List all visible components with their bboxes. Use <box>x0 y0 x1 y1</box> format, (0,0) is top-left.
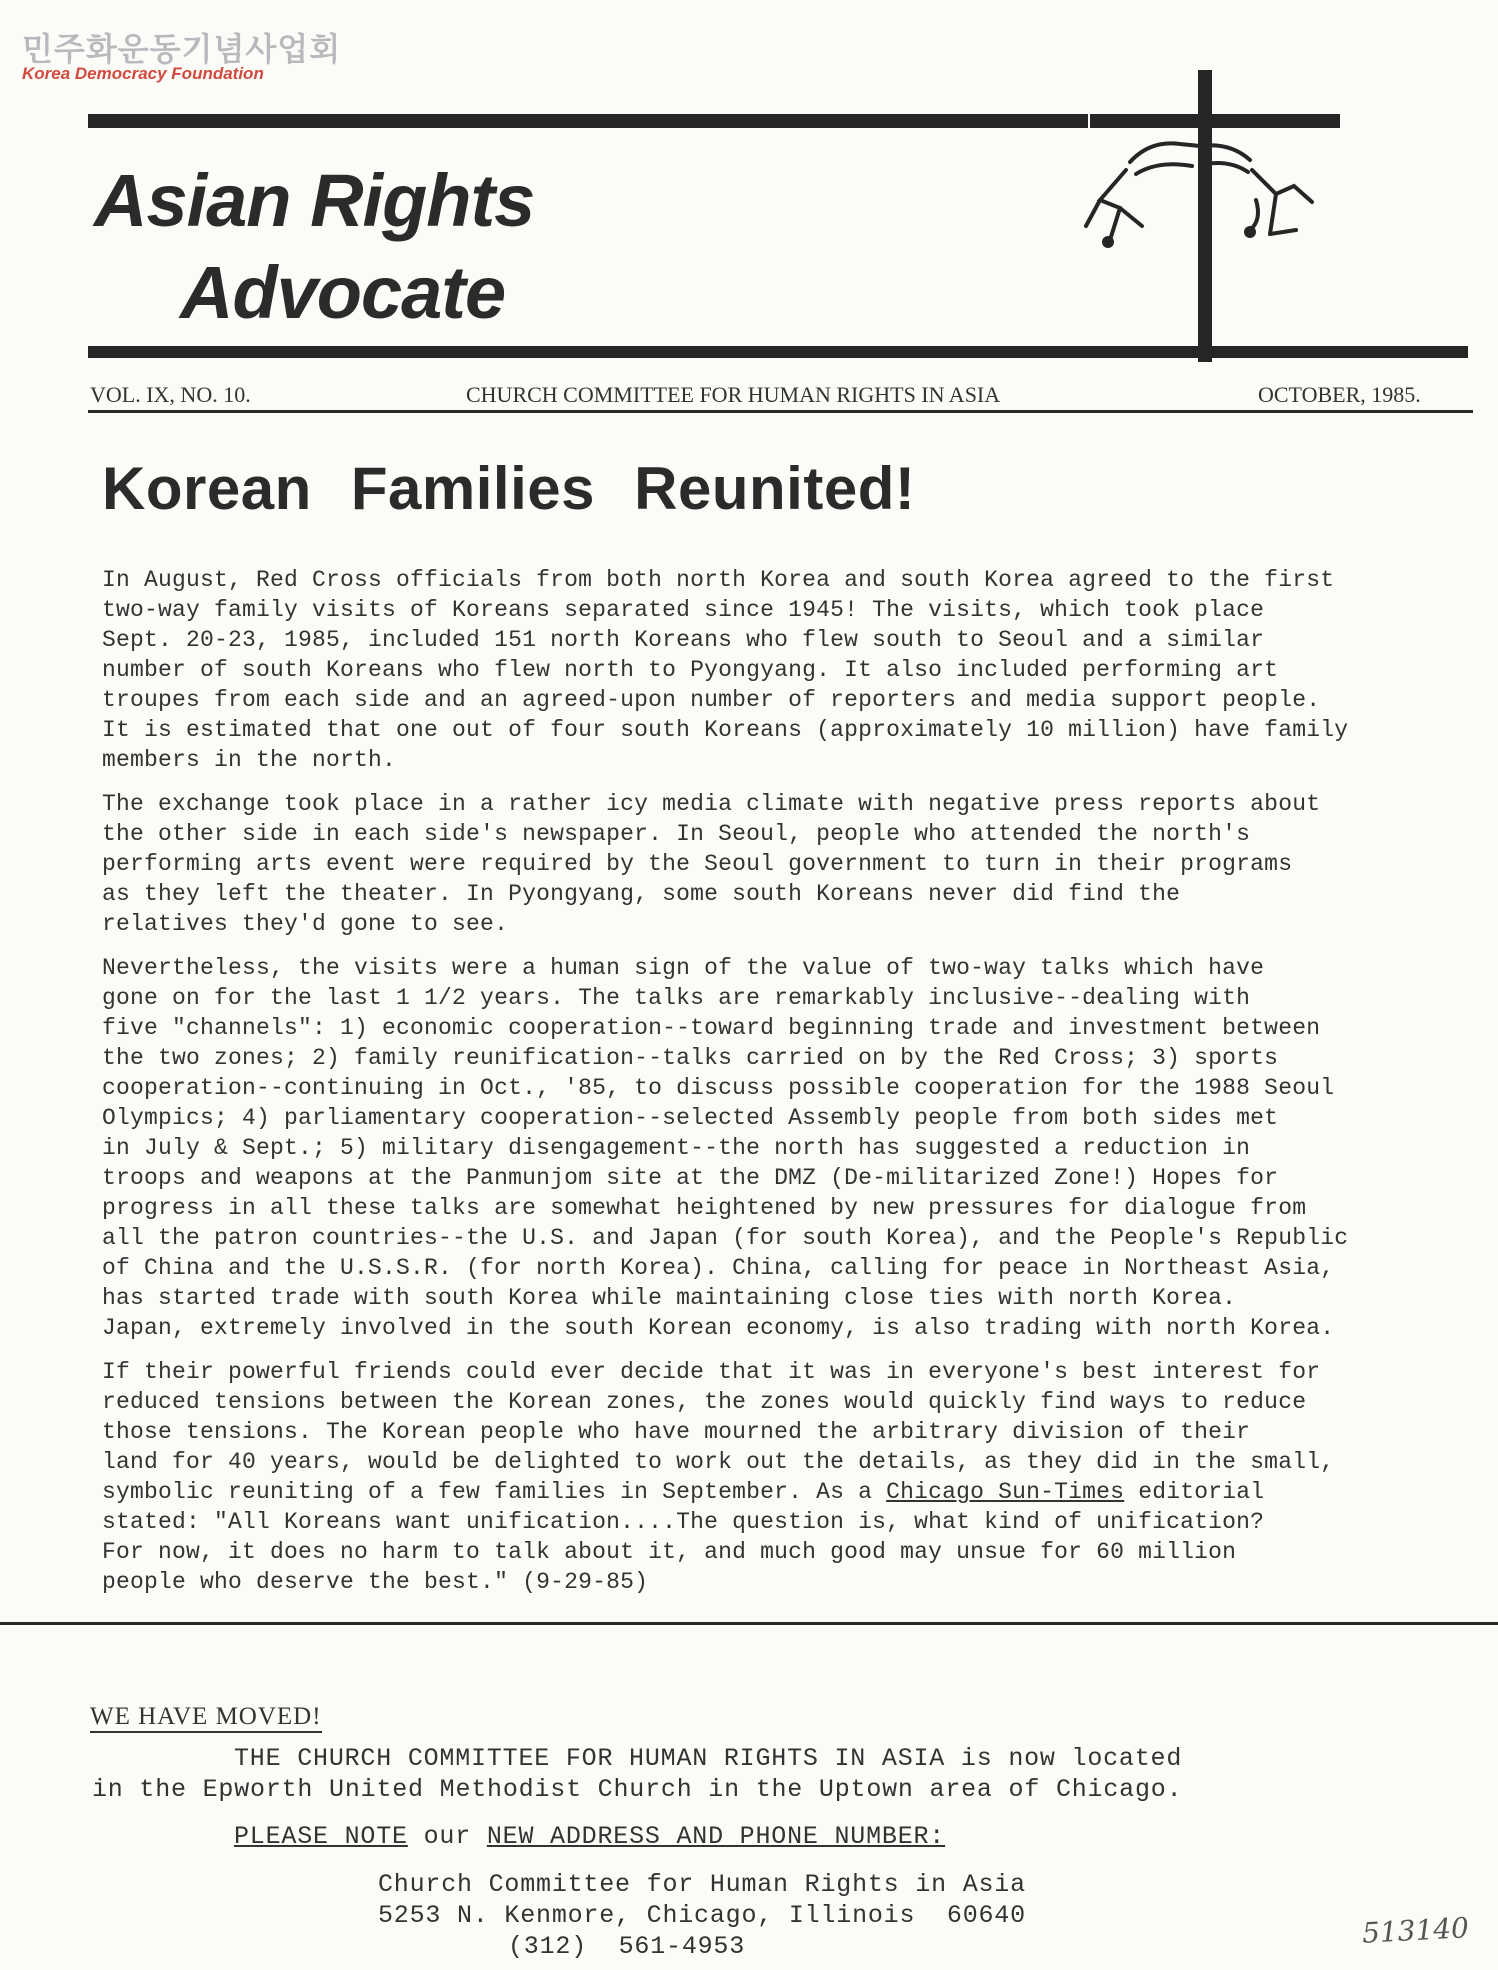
newsletter-title-line2: Advocate <box>180 251 506 334</box>
moved-line-1: THE CHURCH COMMITTEE FOR HUMAN RIGHTS IN ASIA is now located <box>234 1744 1183 1773</box>
foundation-watermark-korean: 민주화운동기념사업회 <box>22 30 342 68</box>
masthead-top-bar-right <box>1090 114 1340 128</box>
please-note-line <box>234 1822 945 1851</box>
article-paragraph: In August, Red Cross officials from both north Korea and south Korea agreed to the first two-way family visits of Koreans separated since 1945! The visits, which took place Sept. 20-23, 1985, included 151 north Koreans who flew south to Seoul and a similar number of south Koreans who flew north to Pyongyang. It also included performing art troupes from each side and an agreed-upon number of reporters and media support people. It is estimated that one out of four south Koreans (approximately 10 million) have family members in the north. <box>102 567 1349 773</box>
organization-name: CHURCH COMMITTEE FOR HUMAN RIGHTS IN ASIA <box>466 382 1001 407</box>
masthead-top-bar <box>88 114 1088 128</box>
article-paragraph: The exchange took place in a rather icy media climate with negative press reports about the other side in each side's newspaper. In Seoul, people who attended the north's performing arts event were required by the Seoul government to turn in their programs as they left the theater. In Pyongyang, some south Koreans never did find the relatives they'd gone to see. <box>102 791 1321 937</box>
address-street: 5253 N. Kenmore, Chicago, Illinois 60640 <box>378 1901 1026 1930</box>
foundation-watermark-english: Korea Democracy Foundation <box>22 64 264 83</box>
article-paragraph: Nevertheless, the visits were a human sign of the value of two-way talks which have gone on for the last 1 1/2 years. The talks are remarkably inclusive--dealing with five "channels": 1) economic cooperation--toward beginning trade and investment between the two zones; 2) family reunification--talks carried on by the Red Cross; 3) sports cooperation--continuing in Oct., '85, to discuss possible cooperation for the 1988 Seoul Olympics; 4) parliamentary cooperation--selected Assembly people from both sides met in July & Sept.; 5) military disengagement--the north has suggested a reduction in troops and weapons at the Panmunjom site at the DMZ (De-militarized Zone!) Hopes for progress in all these talks are somewhat heightened by new pressures for dialogue from all the patron countries--the U.S. and Japan (for south Korea), and the People's Republic of China and the U.S.S.R. (for north Korea). China, calling for peace in Northeast Asia, has started trade with south Korea while maintaining close ties with north Korea. Japan, extremely involved in the south Korean economy, is also trading with north Korea. <box>102 955 1349 1341</box>
source-citation: Chicago Sun-Times <box>886 1479 1125 1505</box>
article-paragraph-final <box>102 1357 1472 1597</box>
hands-cross-icon <box>1080 130 1320 270</box>
masthead-rule <box>88 410 1473 413</box>
please-note-our: our <box>407 1822 487 1851</box>
new-address-label: NEW ADDRESS AND PHONE NUMBER: <box>486 1822 946 1851</box>
newsletter-title-line1: Asian Rights <box>94 159 535 242</box>
issue-date: OCTOBER, 1985. <box>1258 382 1421 407</box>
article-body <box>102 565 1472 1611</box>
article-paragraph-tail: editorial stated: "All Koreans want unification....The question is, what kind of unification? For now, it does no harm to talk about it, and much good may unsue for 60 million people who deserve the best." (9-29-85) <box>102 1479 1265 1595</box>
please-note-label: PLEASE NOTE <box>234 1822 408 1851</box>
address-phone: (312) 561-4953 <box>508 1932 746 1961</box>
moved-line-2: in the Epworth United Methodist Church in the Uptown area of Chicago. <box>92 1775 1183 1804</box>
moved-notice-body <box>92 1743 1182 1805</box>
address-name: Church Committee for Human Rights in Asia <box>378 1870 1026 1899</box>
section-divider <box>0 1622 1498 1625</box>
moved-heading: WE HAVE MOVED! <box>90 1703 322 1733</box>
handwritten-archive-number: 513140 <box>1361 1911 1470 1950</box>
article-headline: Korean Families Reunited! <box>102 455 916 522</box>
masthead-bottom-bar <box>88 346 1468 358</box>
volume-number: VOL. IX, NO. 10. <box>90 382 251 407</box>
article-paragraph-text: If their powerful friends could ever decide that it was in everyone's best interest for reduced tensions between the Korean zones, the zones would quickly find ways to reduce those tensions. The Korean people who have mourned the arbitrary division of their land for 40 years, would be delighted to work out the details, as they did in the small, symbolic reuniting of a few families in September. As a <box>102 1359 1335 1505</box>
new-address-block <box>378 1869 1026 1962</box>
